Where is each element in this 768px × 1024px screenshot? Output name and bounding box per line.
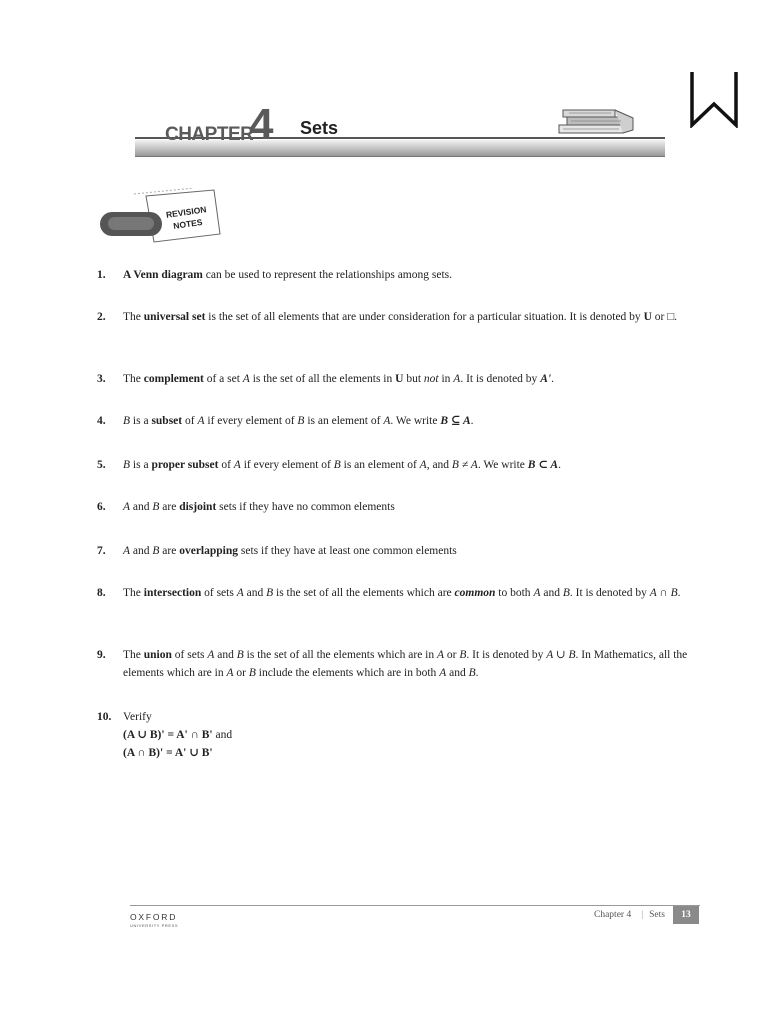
note-text-segment: . It is denoted by: [466, 649, 547, 661]
note-text-segment: B: [152, 501, 160, 513]
note-text-segment: of: [182, 415, 198, 427]
note-text-segment: or: [651, 311, 668, 323]
note-text-segment: (A ∪ B)' = A' ∩ B': [123, 729, 213, 741]
note-number: 1.: [97, 269, 106, 281]
note-number: 2.: [97, 311, 106, 323]
note-text-segment: and: [540, 587, 563, 599]
note-text-segment: .: [475, 667, 479, 679]
footer-chapter-label: Chapter 4: [594, 910, 632, 920]
note-number: 6.: [97, 501, 106, 513]
badge-line-2: NOTES: [172, 216, 204, 231]
note-body: [123, 456, 702, 474]
note-text-segment: B: [459, 649, 467, 661]
note-text-segment: is the set of all the elements which are in: [243, 649, 438, 661]
note-text-segment: and: [130, 501, 153, 513]
chapter-banner: [135, 100, 665, 160]
note-6: [97, 498, 702, 516]
note-text-segment: in: [438, 373, 454, 385]
note-text-segment: sets if they have no common elements: [216, 501, 395, 513]
chapter-number: 4: [249, 100, 274, 149]
note-9: [97, 646, 702, 682]
note-text-segment: disjoint: [179, 501, 217, 513]
footer-section-label: Sets: [649, 910, 665, 920]
note-text-segment: B: [297, 415, 305, 427]
note-number: 9.: [97, 649, 106, 661]
note-text-segment: B: [123, 415, 131, 427]
note-body: [123, 708, 702, 762]
note-text-segment: of a set: [203, 373, 243, 385]
note-text-segment: proper subset: [151, 459, 219, 471]
note-4: [97, 412, 702, 430]
note-text-segment: B: [562, 587, 570, 599]
note-text-segment: and: [214, 649, 237, 661]
note-text-segment: universal set: [143, 311, 206, 323]
note-text-segment: include the elements which are in both: [255, 667, 440, 679]
note-number: 3.: [97, 373, 106, 385]
note-text-segment: A: [419, 459, 427, 471]
note-number: 8.: [97, 587, 106, 599]
note-text-segment: A': [540, 373, 552, 385]
page-footer: [594, 906, 699, 924]
note-text-segment: common: [454, 587, 496, 599]
note-3: [97, 370, 702, 388]
note-body: [123, 498, 702, 516]
revision-notes-badge: [98, 188, 228, 250]
note-text-segment: .: [470, 415, 474, 427]
badge-line-1: REVISION: [165, 204, 207, 220]
note-text-segment: (A ∩ B)' = A' ∪ B': [123, 747, 213, 759]
note-2: [97, 308, 702, 326]
note-text-segment: B: [248, 667, 256, 679]
note-text-segment: is a: [130, 459, 152, 471]
note-text-segment: B: [236, 649, 244, 661]
note-text-segment: A: [197, 415, 205, 427]
note-text-segment: and: [130, 545, 153, 557]
note-text-segment: . In Mathematics, all the elements which are in: [123, 649, 688, 679]
note-text-segment: U: [643, 311, 652, 323]
page-number: 13: [673, 906, 699, 924]
note-text-segment: or: [233, 667, 249, 679]
note-text-segment: Verify: [123, 711, 152, 723]
note-text-segment: . It is denoted by: [569, 587, 650, 599]
note-text-segment: .: [677, 587, 681, 599]
note-text-segment: A ∩ B: [649, 587, 678, 599]
note-text-segment: A: [236, 587, 244, 599]
note-text-segment: A: [439, 667, 447, 679]
note-text-segment: is the set of all the elements in: [249, 373, 396, 385]
note-text-segment: to both: [495, 587, 534, 599]
note-text-segment: of: [218, 459, 234, 471]
chapter-title: Sets: [300, 118, 339, 138]
note-text-segment: B: [152, 545, 160, 557]
note-text-segment: overlapping: [179, 545, 239, 557]
note-text-segment: A Venn diagram: [123, 269, 203, 281]
note-text-segment: .: [558, 459, 561, 471]
note-8: [97, 584, 702, 602]
note-text-segment: .: [674, 311, 678, 323]
note-body: [123, 370, 702, 388]
note-text-segment: B ⊆ A: [440, 415, 471, 427]
note-text-segment: A: [123, 501, 131, 513]
note-text-segment: B ≠ A: [451, 459, 478, 471]
note-text-segment: and: [446, 667, 469, 679]
note-text-segment: or: [444, 649, 460, 661]
note-text-segment: B: [123, 459, 131, 471]
note-body: [123, 542, 702, 560]
note-text-segment: B: [468, 667, 476, 679]
publisher-name: OXFORD: [130, 912, 178, 922]
note-text-segment: A: [453, 373, 461, 385]
chapter-word: CHAPTER: [165, 124, 254, 145]
note-text-segment: and: [243, 587, 267, 599]
note-text-segment: is an element of: [304, 415, 384, 427]
note-text-segment: B ⊂ A: [527, 459, 559, 471]
note-text-segment: are: [159, 501, 180, 513]
note-text-segment: union: [143, 649, 172, 661]
note-text-segment: .: [551, 373, 554, 385]
note-1: [97, 266, 702, 284]
note-text-segment: □: [667, 311, 675, 323]
note-text-segment: is the set of all the elements which are: [273, 587, 455, 599]
note-text-segment: U: [395, 373, 404, 385]
note-text-segment: The: [123, 373, 144, 385]
note-text-segment: The: [123, 311, 144, 323]
note-text-segment: intersection: [143, 587, 202, 599]
note-text-segment: , and: [426, 459, 452, 471]
footer-separator: |: [641, 910, 644, 920]
publisher-logo: [130, 912, 200, 934]
note-number: 10.: [97, 711, 112, 723]
note-5: [97, 456, 702, 474]
note-text-segment: . We write: [477, 459, 528, 471]
note-text-segment: . It is denoted by: [460, 373, 541, 385]
books-icon: [555, 106, 645, 142]
note-text-segment: if every element of: [240, 459, 334, 471]
note-text-segment: A ∪ B: [546, 649, 576, 661]
note-text-segment: . We write: [390, 415, 441, 427]
note-text-segment: of sets: [171, 649, 208, 661]
note-text-segment: subset: [151, 415, 183, 427]
note-7: [97, 542, 702, 560]
note-text-segment: The: [123, 587, 144, 599]
note-number: 7.: [97, 545, 106, 557]
note-text-segment: B: [333, 459, 341, 471]
note-text-segment: of sets: [201, 587, 237, 599]
note-text-segment: and: [212, 729, 233, 741]
note-text-segment: is a: [130, 415, 152, 427]
note-number: 4.: [97, 415, 106, 427]
note-text-segment: A: [437, 649, 445, 661]
note-text-segment: if every element of: [204, 415, 298, 427]
note-text-segment: A: [123, 545, 131, 557]
note-text-segment: A: [242, 373, 250, 385]
note-text-segment: A: [533, 587, 541, 599]
bookmark-icon: [688, 70, 740, 128]
note-text-segment: is an element of: [340, 459, 420, 471]
note-text-segment: A: [207, 649, 215, 661]
note-text-segment: complement: [143, 373, 204, 385]
note-10: [97, 708, 702, 762]
note-body: [123, 646, 702, 682]
note-text-segment: but: [403, 373, 424, 385]
note-body: [123, 308, 702, 326]
note-body: [123, 266, 702, 284]
note-text-segment: not: [423, 373, 439, 385]
publisher-subtitle: UNIVERSITY PRESS: [130, 923, 179, 928]
note-body: [123, 412, 702, 430]
note-text-segment: A: [383, 415, 391, 427]
note-text-segment: are: [159, 545, 180, 557]
note-text-segment: sets if they have at least one common elements: [238, 545, 457, 557]
note-text-segment: The: [123, 649, 144, 661]
note-text-segment: is the set of all elements that are under consideration for a particular situation. It is denoted by: [205, 311, 644, 323]
note-body: [123, 584, 702, 602]
note-text-segment: can be used to represent the relationships among sets.: [202, 269, 452, 281]
note-number: 5.: [97, 459, 106, 471]
note-text-segment: A: [226, 667, 234, 679]
note-text-segment: A: [233, 459, 241, 471]
note-text-segment: B: [266, 587, 274, 599]
